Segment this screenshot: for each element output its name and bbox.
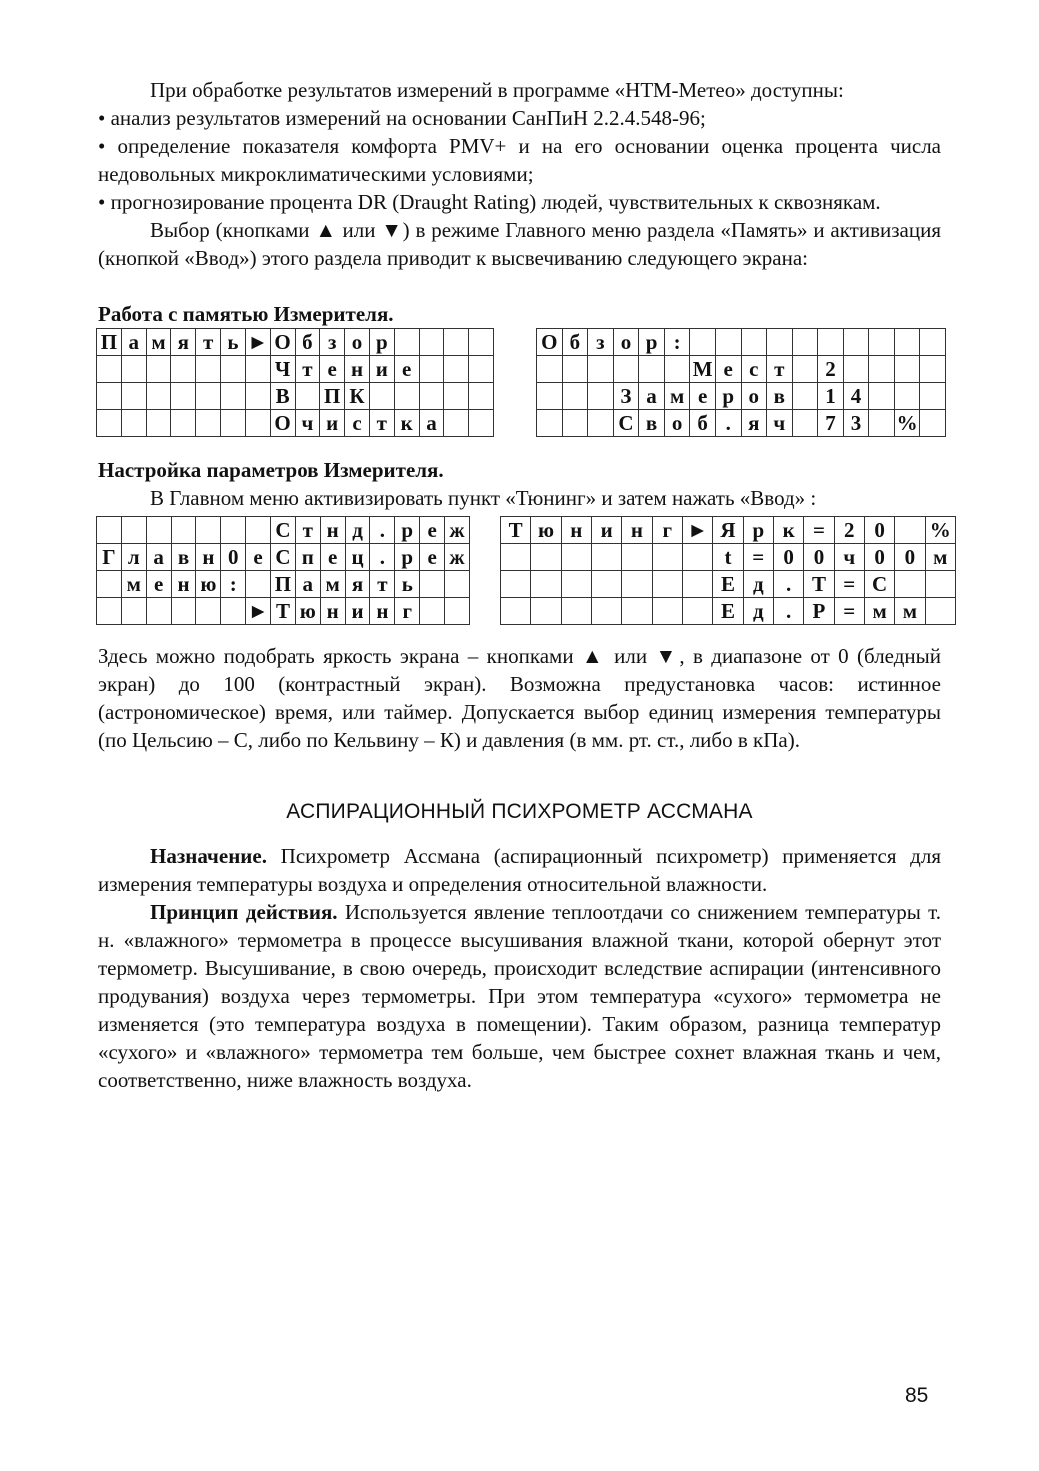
lcd-cell — [121, 410, 146, 437]
lcd-cell — [196, 598, 221, 625]
lcd-cell: н — [561, 517, 591, 544]
lcd-cell: Е — [713, 598, 743, 625]
bullet-item: • анализ результатов измерений на основании СанПиН 2.2.4.548-96; — [98, 106, 706, 130]
lcd-cell: . — [370, 517, 395, 544]
lcd-cell — [531, 571, 561, 598]
lcd-cell: о — [613, 329, 639, 356]
lcd-row — [97, 329, 494, 356]
lcd-cell: 0 — [804, 544, 834, 571]
lcd-cell — [562, 410, 588, 437]
lcd-cell — [121, 517, 146, 544]
lcd-cell — [221, 598, 246, 625]
lcd-cell: 2 — [818, 356, 844, 383]
lcd-cell — [469, 410, 494, 437]
lcd-cell — [715, 329, 741, 356]
lcd-cell: а — [121, 329, 146, 356]
lcd-cell — [445, 598, 470, 625]
lcd-cell: ч — [767, 410, 793, 437]
lcd-row — [501, 571, 956, 598]
lcd-cell: 7 — [818, 410, 844, 437]
purpose-paragraph — [98, 842, 941, 898]
lcd-cell: н — [171, 571, 196, 598]
lcd-cell: ж — [445, 544, 470, 571]
lcd-cell: С — [271, 544, 296, 571]
lcd-cell — [245, 356, 270, 383]
lcd-cell — [469, 383, 494, 410]
lcd-cell — [531, 598, 561, 625]
lcd-cell: Ч — [270, 356, 295, 383]
settings-heading: Настройка параметров Измерителя. — [98, 458, 444, 482]
lcd-row — [501, 544, 956, 571]
lcd-cell: я — [345, 571, 370, 598]
lcd-row — [97, 571, 470, 598]
purpose-text: Психрометр Ассмана (аспирационный психрометр) применяется для измерения температуры воздуха и определения относительной влажности. — [98, 844, 941, 896]
lcd-cell — [652, 571, 682, 598]
lcd-cell: Я — [713, 517, 743, 544]
lcd-cell — [682, 598, 712, 625]
lcd-cell: и — [591, 517, 621, 544]
lcd-cell — [537, 383, 563, 410]
lcd-cell — [869, 383, 895, 410]
lcd-cell: : — [664, 329, 690, 356]
lcd-row — [537, 410, 946, 437]
settings-instruction: В Главном меню активизировать пункт «Тюнинг» и затем нажать «Ввод» : — [150, 486, 817, 510]
lcd-cell: О — [270, 329, 295, 356]
lcd-cell — [622, 571, 652, 598]
lcd-cell: 0 — [773, 544, 803, 571]
lcd-cell — [146, 356, 171, 383]
lcd-cell — [591, 544, 621, 571]
lcd-cell — [561, 544, 591, 571]
page-number: 85 — [905, 1384, 929, 1407]
lcd-cell: : — [221, 571, 246, 598]
lcd-cell: д — [743, 571, 773, 598]
lcd-cell — [97, 517, 122, 544]
lcd-cell: % — [925, 517, 955, 544]
lcd-cell — [444, 356, 469, 383]
lcd-cell: П — [320, 383, 345, 410]
settings-description: Здесь можно подобрать яркость экрана – кнопками ▲ или ▼, в диапазоне от 0 (бледный экран) до 100 (контрастный экран). Возможна предустановка часов: истинное (астрономическое) время, или таймер. Допускается выбор единиц измерения температуры (по Цельсию – С, либо по Кельвину – К) и давления (в мм. рт. ст., либо в кПа). — [98, 644, 941, 752]
lcd-cell: 0 — [221, 544, 246, 571]
lcd-cell: В — [270, 383, 295, 410]
lcd-cell: в — [767, 383, 793, 410]
lcd-row — [97, 356, 494, 383]
lcd-cell: и — [345, 598, 370, 625]
lcd-cell — [97, 598, 122, 625]
lcd-cell: в — [639, 410, 665, 437]
lcd-cell — [444, 410, 469, 437]
lcd-row — [537, 329, 946, 356]
lcd-cell — [920, 410, 946, 437]
lcd-cell — [925, 571, 955, 598]
lcd-cell — [394, 383, 419, 410]
lcd-cell — [591, 598, 621, 625]
lcd-cell — [171, 383, 196, 410]
lcd-cell: 0 — [895, 544, 925, 571]
lcd-cell: 2 — [834, 517, 864, 544]
lcd-cell: я — [741, 410, 767, 437]
lcd-row — [97, 598, 470, 625]
lcd-cell — [221, 383, 246, 410]
lcd-cell — [588, 383, 614, 410]
lcd-cell: н — [320, 598, 345, 625]
lcd-cell: ч — [295, 410, 320, 437]
lcd-cell — [591, 571, 621, 598]
lcd-cell: м — [121, 571, 146, 598]
lcd-cell: м — [864, 598, 894, 625]
lcd-cell: р — [395, 544, 420, 571]
lcd-cell: г — [652, 517, 682, 544]
lcd-cell: и — [369, 356, 394, 383]
lcd-cell — [622, 598, 652, 625]
principle-paragraph — [98, 898, 941, 1094]
lcd-cell: Р — [804, 598, 834, 625]
memory-screens — [98, 328, 941, 440]
lcd-cell: и — [320, 410, 345, 437]
lcd-cell — [146, 517, 171, 544]
lcd-cell: т — [767, 356, 793, 383]
lcd-cell: е — [690, 383, 716, 410]
lcd-cell: е — [320, 356, 345, 383]
lcd-cell: р — [743, 517, 773, 544]
lcd-cell — [420, 571, 445, 598]
lcd-cell — [561, 571, 591, 598]
lcd-cell — [221, 517, 246, 544]
settings-screen-main-menu — [96, 516, 470, 625]
lcd-cell: я — [171, 329, 196, 356]
lcd-cell: м — [320, 571, 345, 598]
lcd-cell: П — [271, 571, 296, 598]
lcd-cell: е — [420, 544, 445, 571]
lcd-cell: М — [690, 356, 716, 383]
lcd-cell: = — [834, 598, 864, 625]
lcd-cell: н — [370, 598, 395, 625]
lcd-cell: . — [370, 544, 395, 571]
lcd-cell: 0 — [864, 544, 894, 571]
lcd-cell — [469, 356, 494, 383]
lcd-cell: п — [295, 544, 320, 571]
lcd-cell — [501, 598, 531, 625]
lcd-row — [97, 410, 494, 437]
lcd-cell: е — [246, 544, 271, 571]
memory-screen-overview — [536, 328, 946, 437]
lcd-cell — [895, 571, 925, 598]
lcd-cell: Е — [713, 571, 743, 598]
lcd-cell — [295, 383, 320, 410]
lcd-cell — [792, 410, 818, 437]
lcd-cell: е — [420, 517, 445, 544]
lcd-cell: г — [395, 598, 420, 625]
lcd-cell — [920, 356, 946, 383]
lcd-cell: т — [295, 356, 320, 383]
lcd-cell: т — [370, 571, 395, 598]
lcd-cell: К — [345, 383, 370, 410]
lcd-cell — [146, 410, 171, 437]
lcd-cell: Т — [501, 517, 531, 544]
lcd-cell: 1 — [818, 383, 844, 410]
lcd-cell: м — [925, 544, 955, 571]
memory-screen-main — [96, 328, 494, 437]
lcd-cell: ь — [221, 329, 246, 356]
lcd-cell — [531, 544, 561, 571]
intro-paragraph: При обработке результатов измерений в программе «НТМ-Метео» доступны: — [150, 78, 844, 102]
lcd-cell — [97, 571, 122, 598]
lcd-cell — [622, 544, 652, 571]
lcd-cell — [652, 598, 682, 625]
lcd-cell — [97, 356, 122, 383]
lcd-cell: . — [773, 598, 803, 625]
lcd-cell: О — [270, 410, 295, 437]
lcd-cell — [469, 329, 494, 356]
lcd-cell — [895, 517, 925, 544]
page-content — [98, 76, 951, 1094]
lcd-cell: ю — [295, 598, 320, 625]
lcd-cell: д — [345, 517, 370, 544]
lcd-cell — [894, 383, 920, 410]
lcd-cell: н — [320, 517, 345, 544]
lcd-cell: м — [664, 383, 690, 410]
lcd-cell: З — [613, 383, 639, 410]
lcd-cell: р — [395, 517, 420, 544]
lcd-cell — [146, 383, 171, 410]
lcd-cell — [562, 383, 588, 410]
lcd-cell — [246, 517, 271, 544]
lcd-cell: а — [146, 544, 171, 571]
lcd-cell — [920, 329, 946, 356]
lcd-row — [537, 383, 946, 410]
lcd-cell: = — [804, 517, 834, 544]
purpose-label: Назначение. — [150, 844, 267, 868]
lcd-cell: с — [741, 356, 767, 383]
lcd-cell: = — [834, 571, 864, 598]
lcd-cell — [444, 383, 469, 410]
selection-paragraph: Выбор (кнопками ▲ или ▼) в режиме Главного меню раздела «Память» и активизация (кнопкой «Ввод») этого раздела приводит к высвечиванию следующего экрана: — [98, 218, 941, 270]
bullet-item: • определение показателя комфорта PMV+ и на его основании оценка процента числа недовольных микроклиматическими условиями; — [98, 134, 941, 186]
lcd-cell — [196, 410, 221, 437]
lcd-cell: С — [864, 571, 894, 598]
lcd-cell: 3 — [843, 410, 869, 437]
lcd-cell — [419, 329, 444, 356]
lcd-cell — [869, 356, 895, 383]
lcd-cell — [843, 356, 869, 383]
lcd-cell: ю — [196, 571, 221, 598]
lcd-cell — [869, 410, 895, 437]
lcd-cell: р — [715, 383, 741, 410]
lcd-cell — [920, 383, 946, 410]
lcd-cell — [501, 571, 531, 598]
lcd-cell — [445, 571, 470, 598]
lcd-cell: t — [713, 544, 743, 571]
lcd-cell: ► — [682, 517, 712, 544]
lcd-cell: е — [715, 356, 741, 383]
lcd-cell — [97, 383, 122, 410]
lcd-cell — [639, 356, 665, 383]
lcd-cell — [245, 383, 270, 410]
lcd-cell: а — [639, 383, 665, 410]
lcd-cell — [501, 544, 531, 571]
section-title: АСПИРАЦИОННЫЙ ПСИХРОМЕТР АССМАНА — [286, 800, 753, 823]
lcd-cell: е — [394, 356, 419, 383]
lcd-cell — [444, 329, 469, 356]
lcd-cell: м — [146, 329, 171, 356]
lcd-cell — [394, 329, 419, 356]
lcd-cell — [818, 329, 844, 356]
lcd-cell — [664, 356, 690, 383]
lcd-cell — [767, 329, 793, 356]
lcd-cell: = — [743, 544, 773, 571]
lcd-cell: П — [97, 329, 122, 356]
lcd-cell — [97, 410, 122, 437]
lcd-cell: ► — [245, 329, 270, 356]
lcd-cell — [894, 356, 920, 383]
lcd-cell — [171, 598, 196, 625]
principle-text: Используется явление теплоотдачи со снижением температуры т. н. «влажного» термометра в процессе высушивания влажной ткани, которой обернут этот термометр. Высушивание, в свою очередь, происходит вследствие аспирации (интенсивного продувания) воздуха через термометры. При этом температура «сухого» термометра не изменяется (это температура воздуха в помещении). Таким образом, разница температур «сухого» и «влажного» термометра тем больше, чем быстрее сохнет влажная ткань и чем, соответственно, ниже влажность воздуха. — [98, 900, 941, 1092]
lcd-cell — [369, 383, 394, 410]
lcd-cell: е — [146, 571, 171, 598]
lcd-cell: а — [419, 410, 444, 437]
lcd-cell — [792, 383, 818, 410]
lcd-cell: ж — [445, 517, 470, 544]
lcd-cell — [146, 598, 171, 625]
lcd-cell — [682, 544, 712, 571]
lcd-cell — [121, 383, 146, 410]
lcd-cell: б — [295, 329, 320, 356]
lcd-cell: м — [895, 598, 925, 625]
lcd-cell: ц — [345, 544, 370, 571]
lcd-cell: а — [295, 571, 320, 598]
lcd-cell: т — [369, 410, 394, 437]
lcd-cell: Т — [804, 571, 834, 598]
lcd-cell: 4 — [843, 383, 869, 410]
lcd-cell — [245, 410, 270, 437]
lcd-cell: т — [295, 517, 320, 544]
lcd-cell: л — [121, 544, 146, 571]
lcd-cell — [792, 356, 818, 383]
lcd-cell: к — [773, 517, 803, 544]
lcd-cell: д — [743, 598, 773, 625]
lcd-cell: е — [320, 544, 345, 571]
lcd-row — [501, 517, 956, 544]
lcd-row — [97, 544, 470, 571]
lcd-cell: н — [196, 544, 221, 571]
lcd-cell: з — [320, 329, 345, 356]
lcd-cell — [843, 329, 869, 356]
lcd-cell: О — [537, 329, 563, 356]
lcd-cell: ч — [834, 544, 864, 571]
lcd-cell — [869, 329, 895, 356]
lcd-cell — [246, 571, 271, 598]
lcd-cell — [682, 571, 712, 598]
lcd-cell — [562, 356, 588, 383]
bullet-item: • прогнозирование процента DR (Draught Rating) людей, чувствительных к сквознякам. — [98, 190, 881, 214]
lcd-cell: в — [171, 544, 196, 571]
lcd-cell — [196, 356, 221, 383]
lcd-row — [501, 598, 956, 625]
lcd-cell: % — [894, 410, 920, 437]
lcd-cell — [221, 410, 246, 437]
lcd-cell — [690, 329, 716, 356]
lcd-cell — [792, 329, 818, 356]
lcd-cell: з — [588, 329, 614, 356]
lcd-cell: 0 — [864, 517, 894, 544]
lcd-cell — [588, 410, 614, 437]
lcd-cell: б — [690, 410, 716, 437]
lcd-cell: Г — [97, 544, 122, 571]
lcd-cell: Т — [271, 598, 296, 625]
lcd-cell — [221, 356, 246, 383]
lcd-cell: с — [345, 410, 370, 437]
lcd-cell: б — [562, 329, 588, 356]
lcd-cell — [537, 410, 563, 437]
lcd-cell — [419, 356, 444, 383]
lcd-cell: ь — [395, 571, 420, 598]
lcd-cell: С — [271, 517, 296, 544]
lcd-cell: о — [664, 410, 690, 437]
lcd-cell — [171, 356, 196, 383]
lcd-cell: т — [196, 329, 221, 356]
lcd-cell — [537, 356, 563, 383]
lcd-cell — [925, 598, 955, 625]
lcd-row — [537, 356, 946, 383]
settings-screen-tuning — [500, 516, 956, 625]
lcd-cell: . — [715, 410, 741, 437]
lcd-cell — [121, 598, 146, 625]
settings-screens — [98, 516, 951, 628]
lcd-cell: ю — [531, 517, 561, 544]
lcd-row — [97, 517, 470, 544]
lcd-row — [97, 383, 494, 410]
lcd-cell: н — [345, 356, 370, 383]
lcd-cell — [419, 383, 444, 410]
lcd-cell — [894, 329, 920, 356]
lcd-cell: р — [639, 329, 665, 356]
lcd-cell — [613, 356, 639, 383]
lcd-cell — [196, 517, 221, 544]
lcd-cell: С — [613, 410, 639, 437]
lcd-cell — [171, 410, 196, 437]
principle-label: Принцип действия. — [150, 900, 338, 924]
lcd-cell: н — [622, 517, 652, 544]
lcd-cell — [652, 544, 682, 571]
lcd-cell — [121, 356, 146, 383]
lcd-cell — [171, 517, 196, 544]
lcd-cell — [741, 329, 767, 356]
lcd-cell: ► — [246, 598, 271, 625]
lcd-cell: к — [394, 410, 419, 437]
lcd-cell — [196, 383, 221, 410]
lcd-cell — [561, 598, 591, 625]
lcd-cell: р — [369, 329, 394, 356]
lcd-cell — [588, 356, 614, 383]
memory-heading: Работа с памятью Измерителя. — [98, 302, 394, 326]
lcd-cell: о — [741, 383, 767, 410]
lcd-cell: о — [345, 329, 370, 356]
lcd-cell — [420, 598, 445, 625]
lcd-cell: . — [773, 571, 803, 598]
